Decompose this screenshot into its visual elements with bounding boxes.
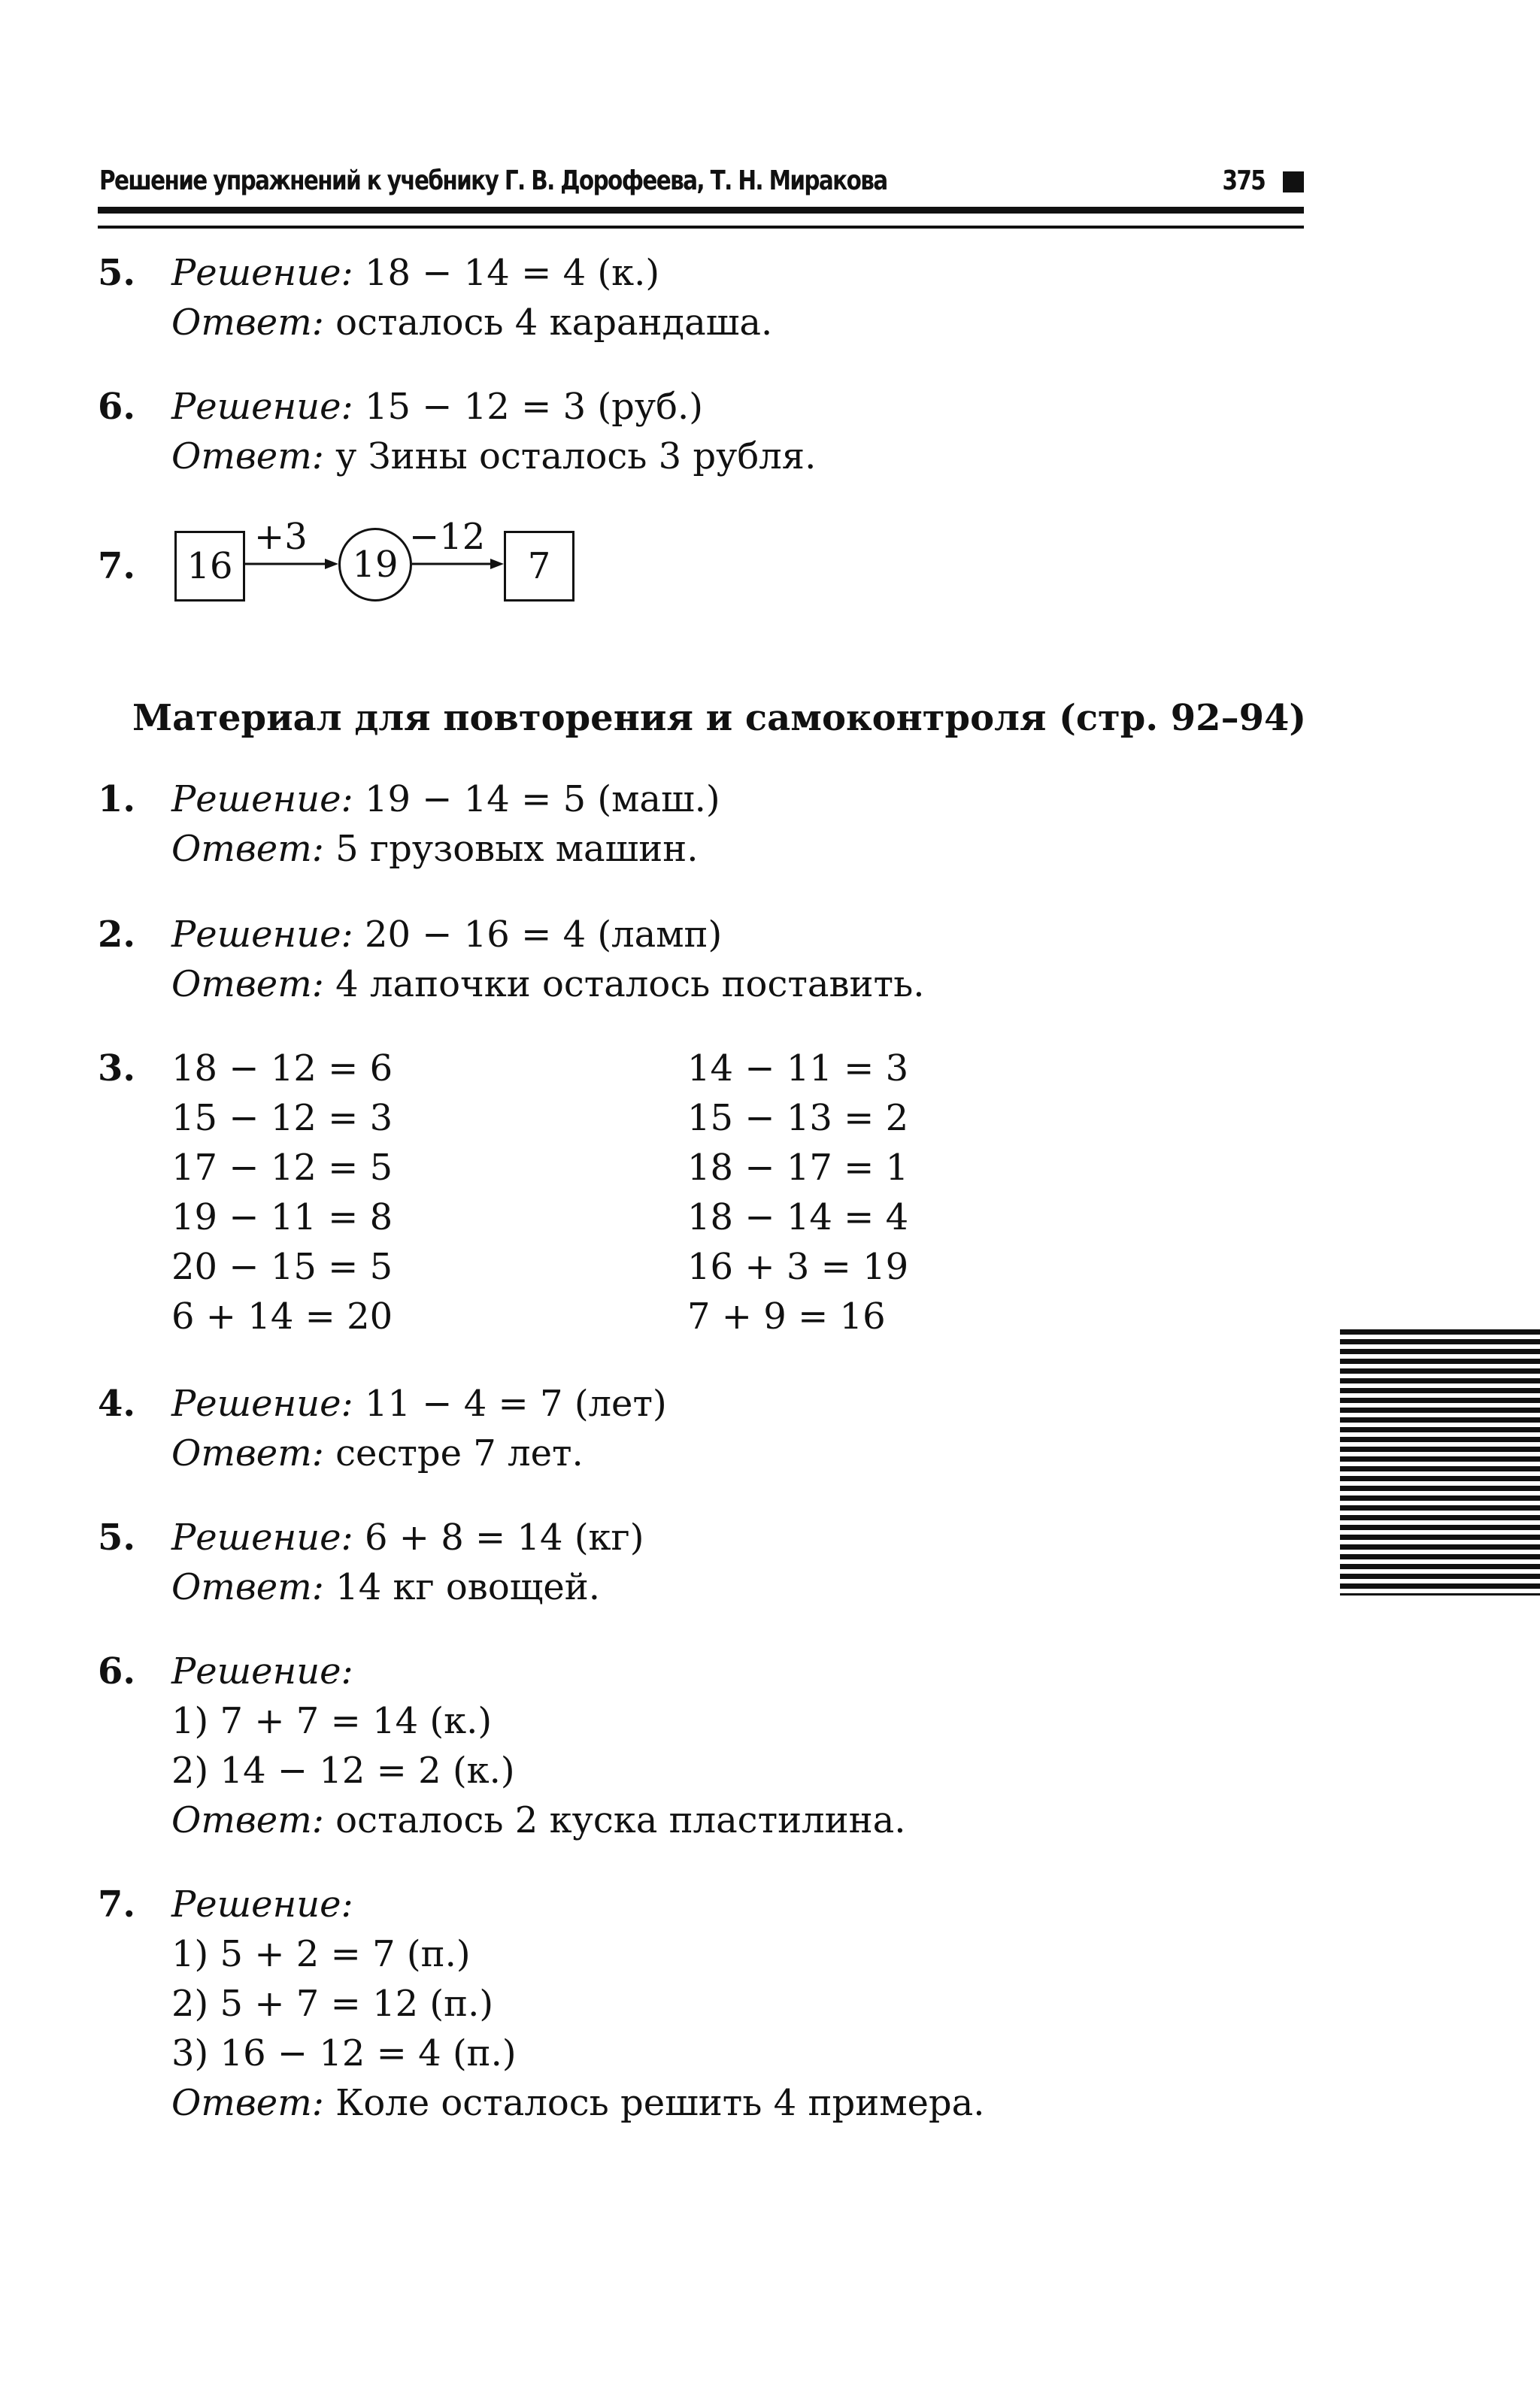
item-number: 7. [98, 545, 136, 587]
expression-left: 20 − 15 = 5 [171, 1246, 393, 1288]
item-number: 4. [98, 1383, 136, 1425]
item-number: 6. [98, 386, 136, 428]
solution-step: 1) 5 + 2 = 7 (п.) [171, 1933, 471, 1975]
solution-text: 20 − 16 = 4 (ламп) [353, 914, 723, 956]
answer-label: Ответ: [171, 1432, 324, 1474]
expression-right: 15 − 13 = 2 [687, 1097, 909, 1139]
answer-text: 4 лапочки осталось поставить. [323, 963, 925, 1005]
solution-label: Решение: [171, 1650, 353, 1692]
solution-label: Решение: [171, 252, 353, 294]
item-number: 5. [98, 252, 136, 294]
middle-circle: 19 [338, 528, 412, 602]
expression-right: 14 − 11 = 3 [687, 1047, 909, 1089]
op2-label: −12 [409, 516, 486, 558]
solution-label: Решение: [171, 1883, 353, 1926]
answer-text: осталось 2 куска пластилина. [323, 1799, 906, 1841]
margin-stripes-marker [1340, 1329, 1540, 1596]
answer-label: Ответ: [171, 302, 324, 344]
answer-text: у Зины осталось 3 рубля. [323, 435, 817, 477]
solution-label: Решение: [171, 1383, 353, 1425]
header-rule-thin [98, 226, 1304, 229]
expression-right: 7 + 9 = 16 [687, 1296, 886, 1338]
page-number: 375 [1222, 165, 1265, 196]
answer-text: осталось 4 карандаша. [323, 302, 773, 344]
answer-text: 14 кг овощей. [323, 1566, 601, 1608]
answer-label: Ответ: [171, 435, 324, 477]
item-number: 3. [98, 1047, 136, 1089]
solution-step: 3) 16 − 12 = 4 (п.) [171, 2032, 517, 2074]
expression-left: 19 − 11 = 8 [171, 1196, 393, 1238]
solution-text: 18 − 14 = 4 (к.) [353, 252, 660, 294]
solution-text: 19 − 14 = 5 (маш.) [353, 778, 720, 820]
solution-text: 15 − 12 = 3 (руб.) [353, 386, 703, 428]
solution-text: 6 + 8 = 14 (кг) [353, 1517, 644, 1559]
solution-label: Решение: [171, 1517, 353, 1559]
header-title: Решение упражнений к учебнику Г. В. Дорофеева, Т. Н. Миракова [99, 165, 887, 196]
answer-line [171, 2078, 985, 2128]
expression-right: 16 + 3 = 19 [687, 1246, 909, 1288]
item-number: 6. [98, 1650, 136, 1692]
answer-line [171, 298, 772, 347]
start-box: 16 [174, 531, 245, 602]
solution-line [171, 1379, 667, 1429]
solution-step: 1) 7 + 7 = 14 (к.) [171, 1700, 493, 1742]
answer-label: Ответ: [171, 828, 324, 870]
solution-line [171, 910, 722, 959]
solution-label: Решение: [171, 914, 353, 956]
op1-label: +3 [254, 516, 308, 558]
answer-text: 5 грузовых машин. [323, 828, 699, 870]
solution-label: Решение: [171, 778, 353, 820]
solution-step: 2) 14 − 12 = 2 (к.) [171, 1750, 515, 1792]
arrow-2 [412, 549, 504, 579]
item-number: 7. [98, 1883, 136, 1926]
answer-label: Ответ: [171, 2082, 324, 2124]
solution-text: 11 − 4 = 7 (лет) [353, 1383, 667, 1425]
expression-left: 6 + 14 = 20 [171, 1296, 393, 1338]
expression-right: 18 − 14 = 4 [687, 1196, 909, 1238]
solution-line [171, 1513, 644, 1562]
expression-left: 17 − 12 = 5 [171, 1147, 393, 1189]
arrow-1 [245, 549, 338, 579]
item-number: 2. [98, 914, 136, 956]
answer-line [171, 959, 924, 1009]
answer-line [171, 1796, 905, 1845]
expression-left: 18 − 12 = 6 [171, 1047, 393, 1089]
answer-label: Ответ: [171, 963, 324, 1005]
expression-right: 18 − 17 = 1 [687, 1147, 909, 1189]
answer-label: Ответ: [171, 1799, 324, 1841]
end-box: 7 [504, 531, 574, 602]
answer-line [171, 432, 816, 481]
answer-line [171, 1429, 584, 1478]
answer-line [171, 824, 699, 874]
solution-label: Решение: [171, 386, 353, 428]
section-title: Материал для повторения и самоконтроля (стр. 92–94) [132, 697, 1307, 739]
solution-line [171, 382, 703, 432]
item-number: 5. [98, 1517, 136, 1559]
header-square-marker [1283, 171, 1304, 192]
expression-left: 15 − 12 = 3 [171, 1097, 393, 1139]
answer-text: сестре 7 лет. [323, 1432, 584, 1474]
header-rule-thick [98, 207, 1304, 214]
item-number: 1. [98, 778, 136, 820]
solution-line [171, 248, 659, 298]
answer-text: Коле осталось решить 4 примера. [323, 2082, 985, 2124]
solution-line [171, 774, 720, 824]
answer-label: Ответ: [171, 1566, 324, 1608]
answer-line [171, 1562, 600, 1612]
solution-step: 2) 5 + 7 = 12 (п.) [171, 1983, 494, 2025]
running-header [99, 164, 1304, 202]
